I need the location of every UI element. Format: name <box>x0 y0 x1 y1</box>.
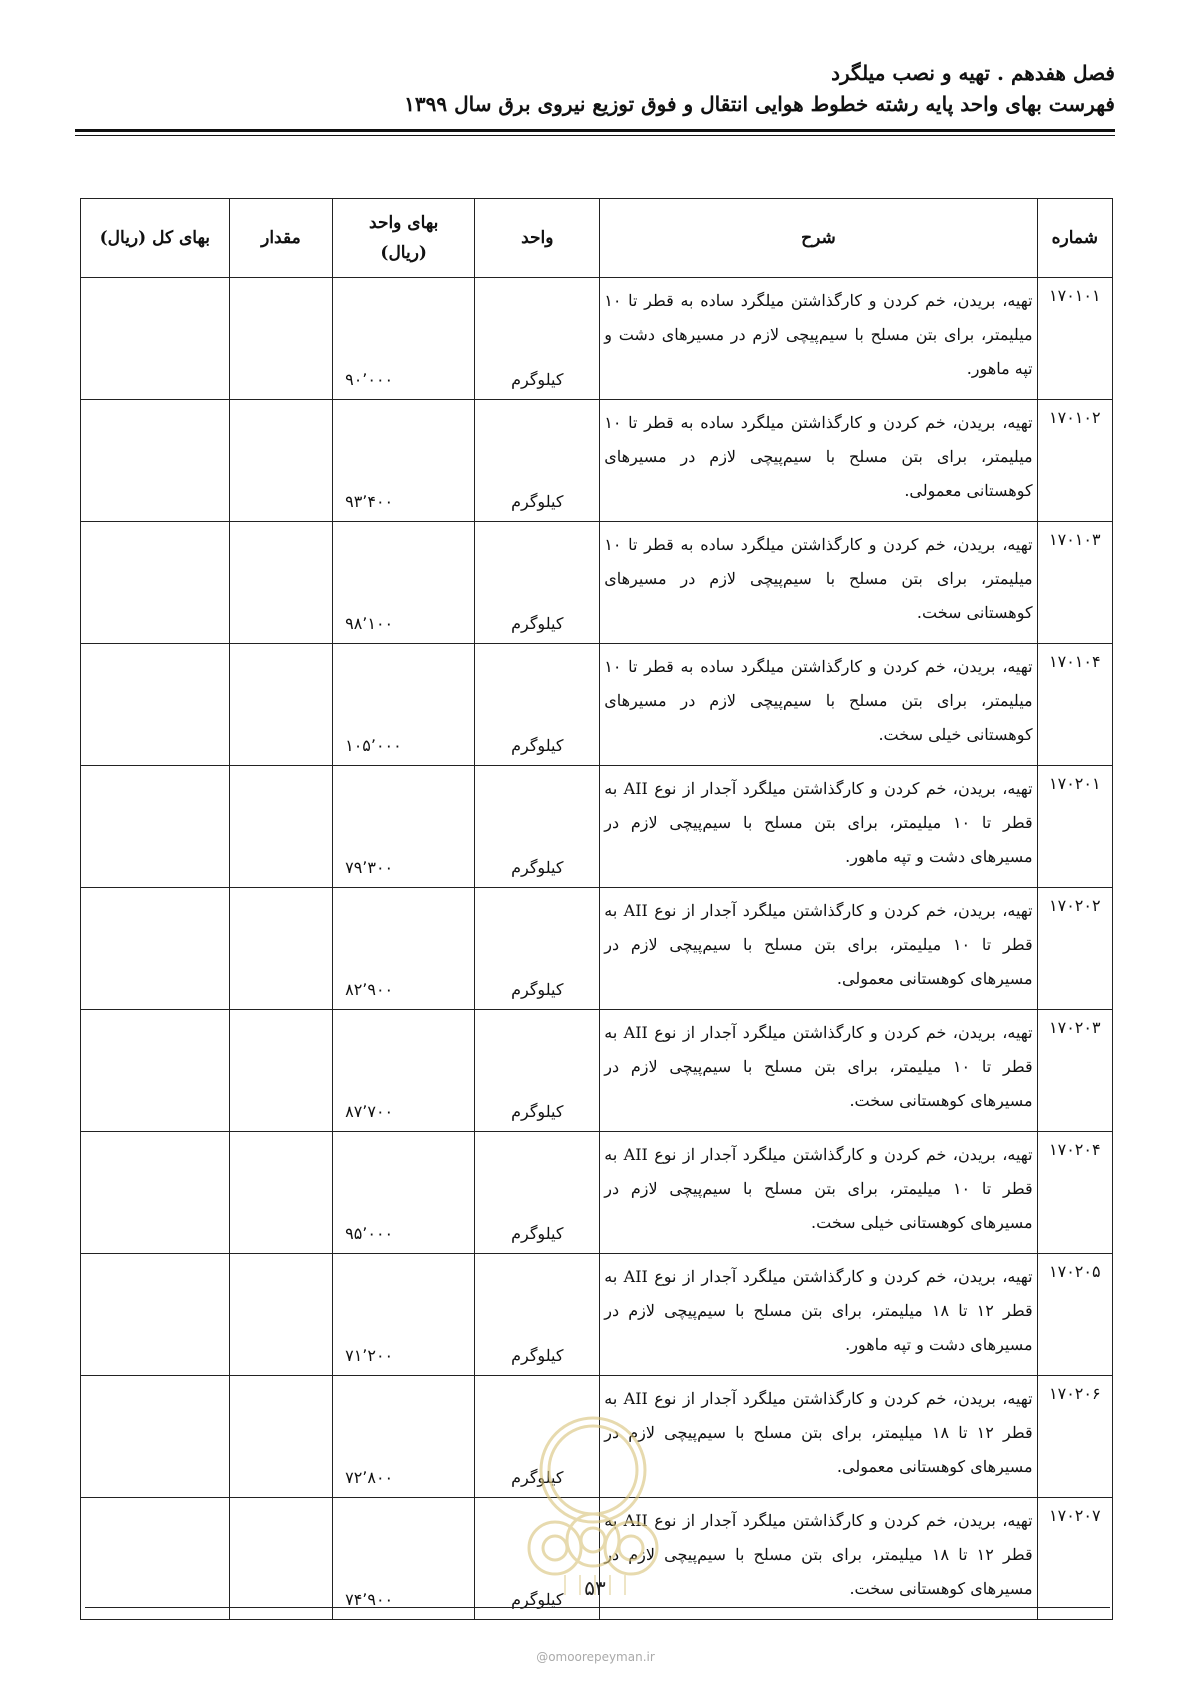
table-body <box>81 278 1113 1620</box>
header-rule-thin <box>75 135 1115 136</box>
row-unit: کیلوگرم <box>475 1132 600 1254</box>
row-quantity <box>229 278 332 400</box>
row-total-price <box>81 1254 230 1376</box>
row-unit-price: ۱۰۵٬۰۰۰ <box>333 644 475 766</box>
header-unit-price <box>333 199 475 278</box>
table-row <box>81 278 1113 400</box>
row-number: ۱۷۰۱۰۴ <box>1037 644 1112 766</box>
row-total-price <box>81 1010 230 1132</box>
row-description: تهیه، بریدن، خم کردن و کارگذاشتن میلگرد آجدار از نوع AII به قطر تا ۱۰ میلیمتر، برای بتن مسلح با سیم‌پیچی لازم در مسیرهای کوهستانی خیلی سخت. <box>600 1132 1037 1254</box>
row-unit-price: ۷۴٬۹۰۰ <box>333 1498 475 1620</box>
row-description: تهیه، بریدن، خم کردن و کارگذاشتن میلگرد ساده به قطر تا ۱۰ میلیمتر، برای بتن مسلح با سیم‌پیچی لازم در مسیرهای دشت و تپه ماهور. <box>600 278 1037 400</box>
table-header-row <box>81 199 1113 278</box>
row-unit-price: ۸۲٬۹۰۰ <box>333 888 475 1010</box>
row-quantity <box>229 1132 332 1254</box>
table-row <box>81 1254 1113 1376</box>
header-number: شماره <box>1037 199 1112 278</box>
row-description: تهیه، بریدن، خم کردن و کارگذاشتن میلگرد ساده به قطر تا ۱۰ میلیمتر، برای بتن مسلح با سیم‌پیچی لازم در مسیرهای کوهستانی سخت. <box>600 522 1037 644</box>
row-description: تهیه، بریدن، خم کردن و کارگذاشتن میلگرد آجدار از نوع AII به قطر ۱۲ تا ۱۸ میلیمتر، برای بتن مسلح با سیم‌پیچی لازم در مسیرهای کوهستانی معمولی. <box>600 1376 1037 1498</box>
row-unit-price: ۹۵٬۰۰۰ <box>333 1132 475 1254</box>
row-unit-price: ۷۱٬۲۰۰ <box>333 1254 475 1376</box>
header-quantity: مقدار <box>229 199 332 278</box>
row-quantity <box>229 766 332 888</box>
row-quantity <box>229 1254 332 1376</box>
row-unit-price: ۷۹٬۳۰۰ <box>333 766 475 888</box>
header-total-price: بهای کل (ریال) <box>81 199 230 278</box>
row-number: ۱۷۰۲۰۵ <box>1037 1254 1112 1376</box>
document-title: فهرست بهای واحد پایه رشته خطوط هوایی انتقال و فوق توزیع نیروی برق سال ۱۳۹۹ <box>404 92 1115 116</box>
footer-rule <box>85 1607 1110 1608</box>
header-unit-price-label: بهای واحد <box>369 213 439 233</box>
table-row <box>81 1498 1113 1620</box>
watermark-url: @omoorepeyman.ir <box>536 1650 655 1664</box>
row-total-price <box>81 888 230 1010</box>
table-row <box>81 644 1113 766</box>
row-number: ۱۷۰۲۰۶ <box>1037 1376 1112 1498</box>
row-description: تهیه، بریدن، خم کردن و کارگذاشتن میلگرد آجدار از نوع AII به قطر تا ۱۰ میلیمتر، برای بتن مسلح با سیم‌پیچی لازم در مسیرهای دشت و تپه ماهور. <box>600 766 1037 888</box>
row-unit: کیلوگرم <box>475 278 600 400</box>
row-unit-price: ۹۰٬۰۰۰ <box>333 278 475 400</box>
header-description: شرح <box>600 199 1037 278</box>
row-unit: کیلوگرم <box>475 888 600 1010</box>
header-unit: واحد <box>475 199 600 278</box>
row-total-price <box>81 278 230 400</box>
row-number: ۱۷۰۱۰۲ <box>1037 400 1112 522</box>
table-row <box>81 1010 1113 1132</box>
row-unit: کیلوگرم <box>475 766 600 888</box>
row-quantity <box>229 644 332 766</box>
row-number: ۱۷۰۱۰۳ <box>1037 522 1112 644</box>
row-quantity <box>229 522 332 644</box>
row-number: ۱۷۰۲۰۲ <box>1037 888 1112 1010</box>
row-unit-price: ۸۷٬۷۰۰ <box>333 1010 475 1132</box>
row-unit: کیلوگرم <box>475 1376 600 1498</box>
price-list-table <box>80 198 1113 1620</box>
row-quantity <box>229 1010 332 1132</box>
row-quantity <box>229 1498 332 1620</box>
row-total-price <box>81 522 230 644</box>
row-description: تهیه، بریدن، خم کردن و کارگذاشتن میلگرد ساده به قطر تا ۱۰ میلیمتر، برای بتن مسلح با سیم‌پیچی لازم در مسیرهای کوهستانی خیلی سخت. <box>600 644 1037 766</box>
table-row <box>81 1376 1113 1498</box>
row-quantity <box>229 888 332 1010</box>
row-unit-price: ۷۲٬۸۰۰ <box>333 1376 475 1498</box>
row-quantity <box>229 1376 332 1498</box>
row-number: ۱۷۰۱۰۱ <box>1037 278 1112 400</box>
row-unit: کیلوگرم <box>475 1254 600 1376</box>
table-row <box>81 1132 1113 1254</box>
table-row <box>81 522 1113 644</box>
row-total-price <box>81 644 230 766</box>
row-quantity <box>229 400 332 522</box>
row-description: تهیه، بریدن، خم کردن و کارگذاشتن میلگرد آجدار از نوع AII به قطر ۱۲ تا ۱۸ میلیمتر، برای بتن مسلح با سیم‌پیچی لازم در مسیرهای دشت و تپه ماهور. <box>600 1254 1037 1376</box>
table-row <box>81 766 1113 888</box>
row-total-price <box>81 400 230 522</box>
row-total-price <box>81 1498 230 1620</box>
row-unit: کیلوگرم <box>475 400 600 522</box>
row-description: تهیه، بریدن، خم کردن و کارگذاشتن میلگرد آجدار از نوع AII به قطر تا ۱۰ میلیمتر، برای بتن مسلح با سیم‌پیچی لازم در مسیرهای کوهستانی معمولی. <box>600 888 1037 1010</box>
row-number: ۱۷۰۲۰۱ <box>1037 766 1112 888</box>
page-header <box>75 58 1115 120</box>
row-unit-price: ۹۸٬۱۰۰ <box>333 522 475 644</box>
row-unit: کیلوگرم <box>475 1010 600 1132</box>
row-unit-price: ۹۳٬۴۰۰ <box>333 400 475 522</box>
header-rule-thick <box>75 129 1115 132</box>
page-number: ۵۳ <box>584 1576 606 1600</box>
row-description: تهیه، بریدن، خم کردن و کارگذاشتن میلگرد ساده به قطر تا ۱۰ میلیمتر، برای بتن مسلح با سیم‌پیچی لازم در مسیرهای کوهستانی معمولی. <box>600 400 1037 522</box>
row-unit: کیلوگرم <box>475 1498 600 1620</box>
row-number: ۱۷۰۲۰۷ <box>1037 1498 1112 1620</box>
row-number: ۱۷۰۲۰۴ <box>1037 1132 1112 1254</box>
row-unit: کیلوگرم <box>475 644 600 766</box>
row-total-price <box>81 766 230 888</box>
table-row <box>81 888 1113 1010</box>
chapter-title: فصل هفدهم . تهیه و نصب میلگرد <box>831 61 1115 85</box>
table-row <box>81 400 1113 522</box>
row-unit: کیلوگرم <box>475 522 600 644</box>
row-description: تهیه، بریدن، خم کردن و کارگذاشتن میلگرد آجدار از نوع AII به قطر تا ۱۰ میلیمتر، برای بتن مسلح با سیم‌پیچی لازم در مسیرهای کوهستانی سخت. <box>600 1010 1037 1132</box>
row-total-price <box>81 1376 230 1498</box>
row-number: ۱۷۰۲۰۳ <box>1037 1010 1112 1132</box>
row-total-price <box>81 1132 230 1254</box>
row-description: تهیه، بریدن، خم کردن و کارگذاشتن میلگرد آجدار از نوع AII به قطر ۱۲ تا ۱۸ میلیمتر، برای بتن مسلح با سیم‌پیچی لازم در مسیرهای کوهستانی سخت. <box>600 1498 1037 1620</box>
header-unit-price-currency: (ریال) <box>380 243 427 263</box>
